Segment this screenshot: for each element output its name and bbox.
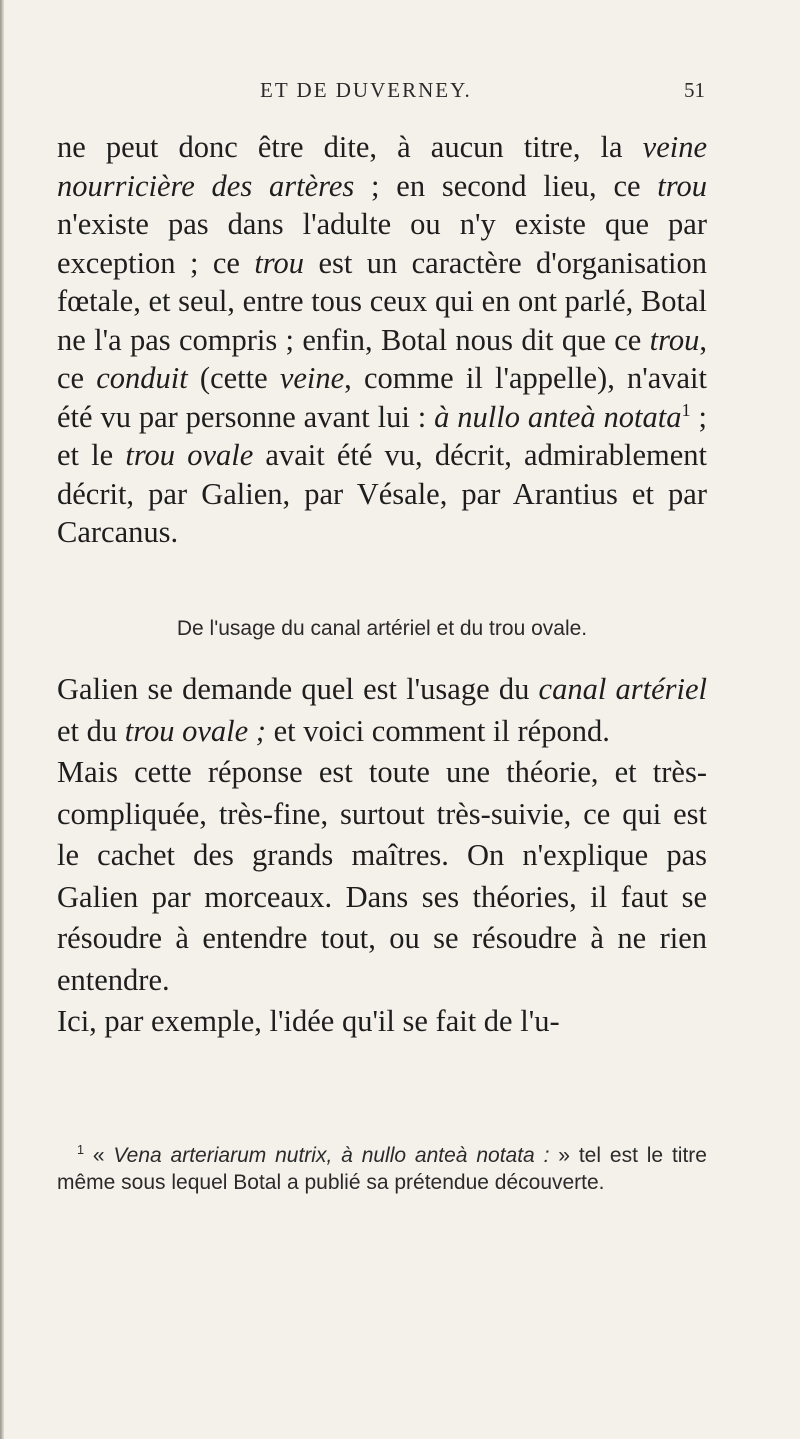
paragraph-1 xyxy=(57,128,707,552)
text-run: , ce xyxy=(57,322,707,395)
footnote-text xyxy=(57,1142,707,1196)
text-run: n'existe pas dans l'adulte ou n'y existe que par exception ; ce xyxy=(57,207,707,280)
running-title: ET DE DUVERNEY. xyxy=(260,78,472,102)
text-run: Galien se demande quel est l'usage du xyxy=(57,672,539,706)
italic-run: trou xyxy=(657,168,708,203)
running-header xyxy=(260,78,705,103)
paragraph-2 xyxy=(57,669,707,752)
section-heading: De l'usage du canal artériel et du trou ovale. xyxy=(176,617,588,640)
text-run: avait été vu, décrit, admirablement décrit, par Galien, par Vésale, par Arantius et par Carcanus. xyxy=(57,438,707,549)
main-text-continued xyxy=(57,669,707,1043)
italic-run: veine nourricière des artères xyxy=(57,130,707,203)
page-edge-shadow xyxy=(0,0,4,1439)
italic-run: canal artériel xyxy=(538,672,707,706)
footnote-ref: 1 xyxy=(681,399,691,420)
text-run: ; en second lieu, ce xyxy=(354,168,658,203)
page-number: 51 xyxy=(684,78,705,102)
paragraph-4: Ici, par exemple, l'idée qu'il se fait de l'u- xyxy=(57,1004,560,1038)
text-run: et voici comment il répond. xyxy=(265,713,610,748)
text-run: ; et le xyxy=(57,399,707,472)
main-text xyxy=(57,128,707,552)
italic-run: trou xyxy=(649,322,700,357)
italic-run: conduit xyxy=(96,361,188,395)
footnote-marker: 1 xyxy=(77,1143,85,1157)
text-run: ne peut donc être dite, à aucun titre, la xyxy=(57,130,643,164)
text-run: , comme il l'appelle), n'avait été vu par personne avant lui : xyxy=(57,361,707,434)
text-run: (cette xyxy=(187,361,280,395)
footnote xyxy=(57,1142,707,1196)
italic-run: Vena arteriarum nutrix, à nullo anteà notata : xyxy=(113,1144,550,1167)
text-run: est un caractère d'organisation fœtale, et seul, entre tous ceux qui en ont parlé, Botal ne l'a pas compris ; enfin, Botal nous dit que ce xyxy=(57,245,708,357)
italic-run: trou ovale ; xyxy=(124,713,266,748)
italic-run: à nullo anteà notata xyxy=(434,399,682,434)
italic-run: trou xyxy=(254,245,305,280)
text-run: « xyxy=(84,1144,114,1167)
text-run: » tel est le titre même sous lequel Botal a publié sa prétendue découverte. xyxy=(57,1144,707,1194)
text-run: et du xyxy=(57,713,125,748)
paragraph-3: Mais cette réponse est toute une théorie, et très-compliquée, très-fine, surtout très-suivie, ce qui est le cachet des grands maîtres. On n'explique pas Galien par morceaux. Dans ses théories, il faut se résoudre à entendre tout, ou se résoudre à ne rien entendre. xyxy=(57,755,707,997)
italic-run: veine xyxy=(279,361,345,395)
italic-run: trou ovale xyxy=(125,438,254,472)
